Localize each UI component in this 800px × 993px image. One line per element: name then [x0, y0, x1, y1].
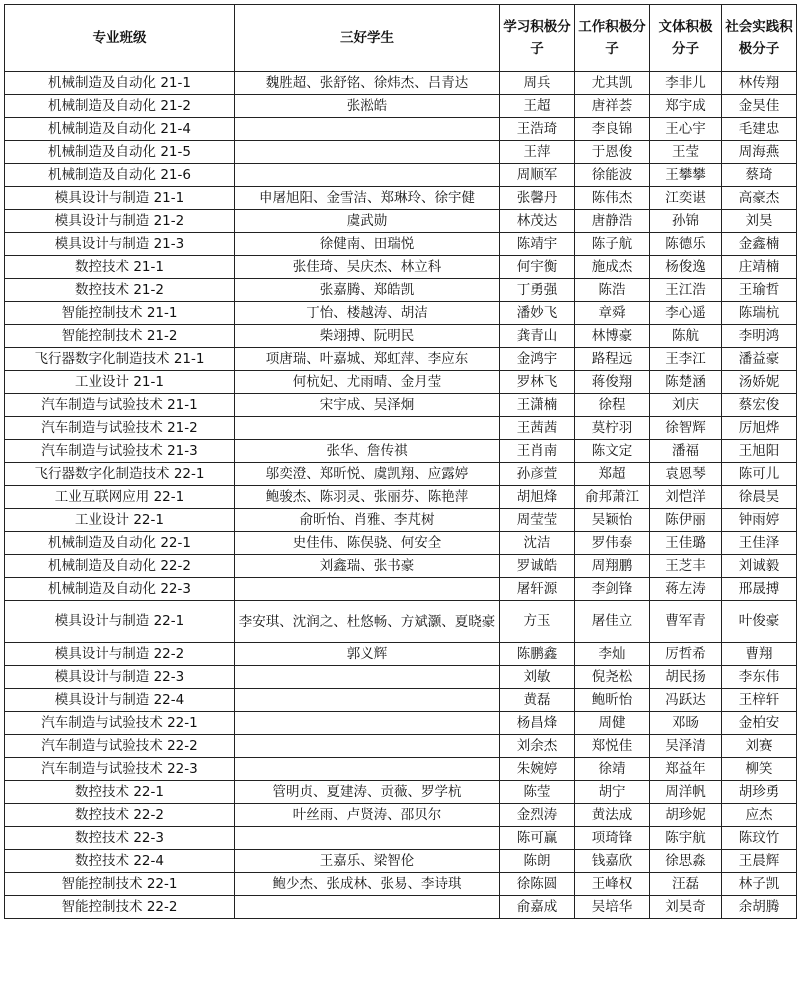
work-active-cell: 于恩俊: [575, 141, 650, 164]
header-study-active: 学习积极分子: [500, 5, 575, 72]
study-active-cell: 刘余杰: [500, 735, 575, 758]
arts-active-cell: 李非儿: [650, 72, 722, 95]
merit-students-cell: 史佳伟、陈俣骁、何安全: [235, 532, 500, 555]
table-row: [5, 72, 797, 95]
merit-students-cell: 俞昕怡、肖雅、李芃树: [235, 509, 500, 532]
social-practice-cell: 曹翔: [722, 643, 797, 666]
table-row: [5, 417, 797, 440]
class-cell: 机械制造及自动化 21-5: [5, 141, 235, 164]
class-cell: 智能控制技术 22-2: [5, 896, 235, 919]
work-active-cell: 施成杰: [575, 256, 650, 279]
social-practice-cell: 李明鸿: [722, 325, 797, 348]
table-row: [5, 873, 797, 896]
table-row: [5, 233, 797, 256]
work-active-cell: 陈伟杰: [575, 187, 650, 210]
table-row: [5, 394, 797, 417]
arts-active-cell: 吴泽清: [650, 735, 722, 758]
social-practice-cell: 金鑫楠: [722, 233, 797, 256]
study-active-cell: 周莹莹: [500, 509, 575, 532]
class-cell: 模具设计与制造 22-3: [5, 666, 235, 689]
work-active-cell: 钱嘉欣: [575, 850, 650, 873]
work-active-cell: 周健: [575, 712, 650, 735]
study-active-cell: 何宇衡: [500, 256, 575, 279]
merit-students-cell: 徐健南、田瑞悦: [235, 233, 500, 256]
arts-active-cell: 徐智辉: [650, 417, 722, 440]
merit-students-cell: [235, 827, 500, 850]
table-row: [5, 827, 797, 850]
merit-students-cell: 张佳琦、吴庆杰、林立科: [235, 256, 500, 279]
study-active-cell: 罗诚皓: [500, 555, 575, 578]
work-active-cell: 陈浩: [575, 279, 650, 302]
table-row: [5, 118, 797, 141]
arts-active-cell: 曹军青: [650, 601, 722, 643]
work-active-cell: 黄法成: [575, 804, 650, 827]
merit-students-cell: [235, 164, 500, 187]
merit-students-cell: [235, 896, 500, 919]
social-practice-cell: 金柏安: [722, 712, 797, 735]
class-cell: 机械制造及自动化 21-1: [5, 72, 235, 95]
arts-active-cell: 厉哲希: [650, 643, 722, 666]
table-row: [5, 532, 797, 555]
study-active-cell: 王超: [500, 95, 575, 118]
arts-active-cell: 周洋帆: [650, 781, 722, 804]
social-practice-cell: 王瑜哲: [722, 279, 797, 302]
class-cell: 模具设计与制造 21-3: [5, 233, 235, 256]
arts-active-cell: 袁恩琴: [650, 463, 722, 486]
work-active-cell: 郑超: [575, 463, 650, 486]
table-row: [5, 781, 797, 804]
class-cell: 飞行器数字化制造技术 21-1: [5, 348, 235, 371]
work-active-cell: 陈文定: [575, 440, 650, 463]
merit-students-cell: 何杭妃、尤雨晴、金月莹: [235, 371, 500, 394]
merit-students-cell: 鲍少杰、张成林、张易、李诗琪: [235, 873, 500, 896]
table-row: [5, 666, 797, 689]
work-active-cell: 吴颖怡: [575, 509, 650, 532]
social-practice-cell: 王佳泽: [722, 532, 797, 555]
arts-active-cell: 陈伊丽: [650, 509, 722, 532]
arts-active-cell: 王芝丰: [650, 555, 722, 578]
merit-students-cell: 王嘉乐、梁智伦: [235, 850, 500, 873]
work-active-cell: 李剑锋: [575, 578, 650, 601]
study-active-cell: 张馨丹: [500, 187, 575, 210]
social-practice-cell: 陈玟竹: [722, 827, 797, 850]
merit-students-cell: 魏胜超、张舒铭、徐炜杰、吕青达: [235, 72, 500, 95]
merit-students-cell: 宋宇成、吴泽炯: [235, 394, 500, 417]
class-cell: 模具设计与制造 21-2: [5, 210, 235, 233]
social-practice-cell: 汤娇妮: [722, 371, 797, 394]
social-practice-cell: 林传翔: [722, 72, 797, 95]
work-active-cell: 倪尧松: [575, 666, 650, 689]
work-active-cell: 俞邦萧江: [575, 486, 650, 509]
merit-students-cell: [235, 417, 500, 440]
social-practice-cell: 陈瑞杭: [722, 302, 797, 325]
merit-students-cell: 申屠旭阳、金雪洁、郑琳玲、徐宇健: [235, 187, 500, 210]
arts-active-cell: 刘恺洋: [650, 486, 722, 509]
study-active-cell: 王萍: [500, 141, 575, 164]
work-active-cell: 郑悦佳: [575, 735, 650, 758]
arts-active-cell: 刘庆: [650, 394, 722, 417]
class-cell: 工业设计 21-1: [5, 371, 235, 394]
class-cell: 汽车制造与试验技术 21-3: [5, 440, 235, 463]
study-active-cell: 潘妙飞: [500, 302, 575, 325]
study-active-cell: 黄磊: [500, 689, 575, 712]
class-cell: 模具设计与制造 22-4: [5, 689, 235, 712]
social-practice-cell: 王梓轩: [722, 689, 797, 712]
study-active-cell: 刘敏: [500, 666, 575, 689]
work-active-cell: 李良锦: [575, 118, 650, 141]
merit-students-cell: 丁怡、楼越涛、胡洁: [235, 302, 500, 325]
table-row: [5, 850, 797, 873]
merit-students-cell: [235, 118, 500, 141]
table-row: [5, 279, 797, 302]
study-active-cell: 朱婉婷: [500, 758, 575, 781]
social-practice-cell: 徐晨昊: [722, 486, 797, 509]
work-active-cell: 唐静浩: [575, 210, 650, 233]
class-cell: 机械制造及自动化 21-4: [5, 118, 235, 141]
class-cell: 汽车制造与试验技术 22-3: [5, 758, 235, 781]
study-active-cell: 周顺军: [500, 164, 575, 187]
work-active-cell: 周翔鹏: [575, 555, 650, 578]
table-row: [5, 302, 797, 325]
arts-active-cell: 李心遥: [650, 302, 722, 325]
arts-active-cell: 胡民扬: [650, 666, 722, 689]
study-active-cell: 罗林飞: [500, 371, 575, 394]
social-practice-cell: 刘赛: [722, 735, 797, 758]
merit-students-cell: 邬奕澄、郑昕悦、虞凯翔、应露婷: [235, 463, 500, 486]
arts-active-cell: 王攀攀: [650, 164, 722, 187]
social-practice-cell: 周海燕: [722, 141, 797, 164]
awards-table: [4, 4, 797, 919]
table-row: [5, 712, 797, 735]
table-body: [5, 72, 797, 919]
study-active-cell: 沈洁: [500, 532, 575, 555]
study-active-cell: 林茂达: [500, 210, 575, 233]
social-practice-cell: 余胡腾: [722, 896, 797, 919]
merit-students-cell: 叶丝雨、卢贤涛、邵贝尔: [235, 804, 500, 827]
work-active-cell: 项琦锋: [575, 827, 650, 850]
work-active-cell: 徐靖: [575, 758, 650, 781]
class-cell: 飞行器数字化制造技术 22-1: [5, 463, 235, 486]
merit-students-cell: 张华、詹传祺: [235, 440, 500, 463]
work-active-cell: 陈子航: [575, 233, 650, 256]
arts-active-cell: 孙锦: [650, 210, 722, 233]
class-cell: 数控技术 21-1: [5, 256, 235, 279]
class-cell: 机械制造及自动化 22-1: [5, 532, 235, 555]
class-cell: 数控技术 22-1: [5, 781, 235, 804]
table-row: [5, 371, 797, 394]
class-cell: 数控技术 22-2: [5, 804, 235, 827]
study-active-cell: 陈鹏鑫: [500, 643, 575, 666]
arts-active-cell: 陈德乐: [650, 233, 722, 256]
social-practice-cell: 蔡宏俊: [722, 394, 797, 417]
arts-active-cell: 江奕谌: [650, 187, 722, 210]
class-cell: 模具设计与制造 22-2: [5, 643, 235, 666]
social-practice-cell: 柳笑: [722, 758, 797, 781]
work-active-cell: 鲍昕怡: [575, 689, 650, 712]
table-row: [5, 735, 797, 758]
arts-active-cell: 陈宇航: [650, 827, 722, 850]
work-active-cell: 唐祥荟: [575, 95, 650, 118]
social-practice-cell: 林子凯: [722, 873, 797, 896]
table-row: [5, 758, 797, 781]
study-active-cell: 陈莹: [500, 781, 575, 804]
work-active-cell: 路程远: [575, 348, 650, 371]
social-practice-cell: 叶俊豪: [722, 601, 797, 643]
study-active-cell: 王肖南: [500, 440, 575, 463]
table-row: [5, 95, 797, 118]
work-active-cell: 徐能波: [575, 164, 650, 187]
class-cell: 机械制造及自动化 22-2: [5, 555, 235, 578]
class-cell: 汽车制造与试验技术 22-2: [5, 735, 235, 758]
class-cell: 汽车制造与试验技术 21-2: [5, 417, 235, 440]
class-cell: 汽车制造与试验技术 21-1: [5, 394, 235, 417]
table-row: [5, 210, 797, 233]
arts-active-cell: 冯跃达: [650, 689, 722, 712]
header-work-active: 工作积极分子: [575, 5, 650, 72]
class-cell: 工业设计 22-1: [5, 509, 235, 532]
work-active-cell: 吴培华: [575, 896, 650, 919]
work-active-cell: 蒋俊翔: [575, 371, 650, 394]
table-row: [5, 348, 797, 371]
merit-students-cell: 张淞皓: [235, 95, 500, 118]
merit-students-cell: [235, 666, 500, 689]
table-row: [5, 509, 797, 532]
work-active-cell: 莫柠羽: [575, 417, 650, 440]
class-cell: 工业互联网应用 22-1: [5, 486, 235, 509]
study-active-cell: 胡旭烽: [500, 486, 575, 509]
arts-active-cell: 邓旸: [650, 712, 722, 735]
header-class: 专业班级: [5, 5, 235, 72]
study-active-cell: 孙彦萱: [500, 463, 575, 486]
study-active-cell: 陈可赢: [500, 827, 575, 850]
merit-students-cell: 虞武勋: [235, 210, 500, 233]
table-row: [5, 578, 797, 601]
class-cell: 智能控制技术 21-2: [5, 325, 235, 348]
work-active-cell: 胡宁: [575, 781, 650, 804]
table-row: [5, 141, 797, 164]
study-active-cell: 杨昌烽: [500, 712, 575, 735]
social-practice-cell: 刘昊: [722, 210, 797, 233]
study-active-cell: 徐陈圆: [500, 873, 575, 896]
class-cell: 数控技术 22-4: [5, 850, 235, 873]
class-cell: 数控技术 22-3: [5, 827, 235, 850]
study-active-cell: 王茜茜: [500, 417, 575, 440]
table-row: [5, 440, 797, 463]
arts-active-cell: 杨俊逸: [650, 256, 722, 279]
table-row: [5, 256, 797, 279]
arts-active-cell: 王江浩: [650, 279, 722, 302]
social-practice-cell: 李东伟: [722, 666, 797, 689]
class-cell: 数控技术 21-2: [5, 279, 235, 302]
work-active-cell: 尤其凯: [575, 72, 650, 95]
social-practice-cell: 王旭阳: [722, 440, 797, 463]
study-active-cell: 王潇楠: [500, 394, 575, 417]
table-row: [5, 187, 797, 210]
social-practice-cell: 陈可儿: [722, 463, 797, 486]
header-social-practice-active: 社会实践积极分子: [722, 5, 797, 72]
social-practice-cell: 高豪杰: [722, 187, 797, 210]
study-active-cell: 王浩琦: [500, 118, 575, 141]
table-row: [5, 601, 797, 643]
arts-active-cell: 胡珍妮: [650, 804, 722, 827]
merit-students-cell: [235, 689, 500, 712]
work-active-cell: 林博豪: [575, 325, 650, 348]
work-active-cell: 章舜: [575, 302, 650, 325]
study-active-cell: 金鸿宇: [500, 348, 575, 371]
social-practice-cell: 刘诚毅: [722, 555, 797, 578]
arts-active-cell: 郑宇成: [650, 95, 722, 118]
social-practice-cell: 邢晟搏: [722, 578, 797, 601]
study-active-cell: 屠轩源: [500, 578, 575, 601]
table-row: [5, 896, 797, 919]
social-practice-cell: 庄靖楠: [722, 256, 797, 279]
arts-active-cell: 陈航: [650, 325, 722, 348]
merit-students-cell: 李安琪、沈润之、杜悠畅、方斌灏、夏晓豪: [235, 601, 500, 643]
work-active-cell: 王峰权: [575, 873, 650, 896]
merit-students-cell: 项唐瑞、叶嘉城、郑虹萍、李应东: [235, 348, 500, 371]
arts-active-cell: 蒋左涛: [650, 578, 722, 601]
social-practice-cell: 潘益豪: [722, 348, 797, 371]
arts-active-cell: 王莹: [650, 141, 722, 164]
social-practice-cell: 胡珍勇: [722, 781, 797, 804]
social-practice-cell: 厉旭烨: [722, 417, 797, 440]
table-row: [5, 804, 797, 827]
study-active-cell: 龚青山: [500, 325, 575, 348]
merit-students-cell: 管明贞、夏建涛、贡薇、罗学杭: [235, 781, 500, 804]
work-active-cell: 屠佳立: [575, 601, 650, 643]
social-practice-cell: 蔡琦: [722, 164, 797, 187]
table-row: [5, 164, 797, 187]
arts-active-cell: 刘昊奇: [650, 896, 722, 919]
table-row: [5, 689, 797, 712]
study-active-cell: 俞嘉成: [500, 896, 575, 919]
arts-active-cell: 潘福: [650, 440, 722, 463]
study-active-cell: 丁勇强: [500, 279, 575, 302]
class-cell: 模具设计与制造 21-1: [5, 187, 235, 210]
arts-active-cell: 郑益年: [650, 758, 722, 781]
arts-active-cell: 徐思淼: [650, 850, 722, 873]
work-active-cell: 李灿: [575, 643, 650, 666]
header-merit-students: 三好学生: [235, 5, 500, 72]
table-row: [5, 643, 797, 666]
class-cell: 机械制造及自动化 22-3: [5, 578, 235, 601]
study-active-cell: 金烈涛: [500, 804, 575, 827]
merit-students-cell: [235, 712, 500, 735]
class-cell: 汽车制造与试验技术 22-1: [5, 712, 235, 735]
merit-students-cell: 柴翊搏、阮明民: [235, 325, 500, 348]
class-cell: 智能控制技术 21-1: [5, 302, 235, 325]
merit-students-cell: [235, 735, 500, 758]
merit-students-cell: 郭义辉: [235, 643, 500, 666]
work-active-cell: 徐程: [575, 394, 650, 417]
arts-active-cell: 王心宇: [650, 118, 722, 141]
study-active-cell: 陈朗: [500, 850, 575, 873]
study-active-cell: 周兵: [500, 72, 575, 95]
class-cell: 机械制造及自动化 21-6: [5, 164, 235, 187]
merit-students-cell: [235, 578, 500, 601]
class-cell: 智能控制技术 22-1: [5, 873, 235, 896]
header-row: [5, 5, 797, 72]
arts-active-cell: 陈楚涵: [650, 371, 722, 394]
social-practice-cell: 毛建忠: [722, 118, 797, 141]
study-active-cell: 陈靖宇: [500, 233, 575, 256]
merit-students-cell: [235, 141, 500, 164]
table-row: [5, 463, 797, 486]
social-practice-cell: 金昊佳: [722, 95, 797, 118]
header-arts-active: 文体积极分子: [650, 5, 722, 72]
table-row: [5, 555, 797, 578]
social-practice-cell: 王晨辉: [722, 850, 797, 873]
class-cell: 机械制造及自动化 21-2: [5, 95, 235, 118]
study-active-cell: 方玉: [500, 601, 575, 643]
class-cell: 模具设计与制造 22-1: [5, 601, 235, 643]
table-row: [5, 486, 797, 509]
social-practice-cell: 应杰: [722, 804, 797, 827]
merit-students-cell: 鲍骏杰、陈羽灵、张丽芬、陈艳萍: [235, 486, 500, 509]
arts-active-cell: 王佳璐: [650, 532, 722, 555]
arts-active-cell: 汪磊: [650, 873, 722, 896]
merit-students-cell: [235, 758, 500, 781]
merit-students-cell: 张嘉腾、郑皓凯: [235, 279, 500, 302]
table-row: [5, 325, 797, 348]
merit-students-cell: 刘鑫瑞、张书豪: [235, 555, 500, 578]
social-practice-cell: 钟雨婷: [722, 509, 797, 532]
work-active-cell: 罗伟泰: [575, 532, 650, 555]
arts-active-cell: 王李江: [650, 348, 722, 371]
